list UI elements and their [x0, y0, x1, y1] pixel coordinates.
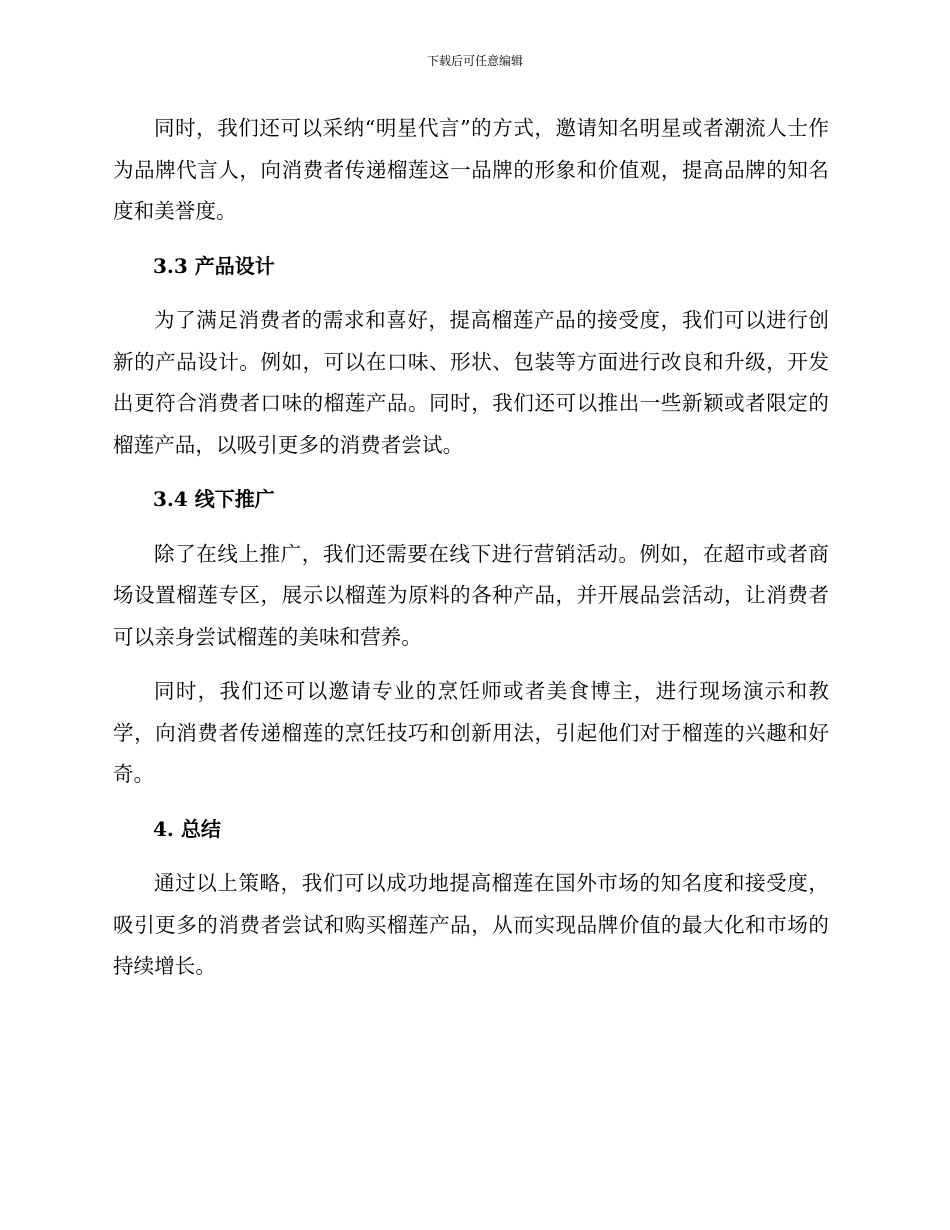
paragraph-celebrity-endorsement: 同时，我们还可以采纳“明星代言”的方式，邀请知名明星或者潮流人士作为品牌代言人，向消费者传递榴莲这一品牌的形象和价值观，提高品牌的知名度和美誉度。	[113, 116, 829, 223]
paragraph-summary: 通过以上策略，我们可以成功地提高榴莲在国外市场的知名度和接受度，吸引更多的消费者尝试和购买榴莲产品，从而实现品牌价值的最大化和市场的持续增长。	[113, 871, 829, 978]
section-heading-offline-promotion: 3.4 线下推广	[153, 487, 275, 511]
document-body	[113, 108, 829, 988]
page-header: 下载后可任意编辑	[426, 54, 523, 68]
paragraph-chef-demonstration: 同时，我们还可以邀请专业的烹饪师或者美食博主，进行现场演示和教学，向消费者传递榴莲的烹饪技巧和创新用法，引起他们对于榴莲的兴趣和好奇。	[113, 679, 829, 786]
section-heading-product-design: 3.3 产品设计	[153, 253, 275, 278]
paragraph-offline-promotion: 除了在线上推广，我们还需要在线下进行营销活动。例如，在超市或者商场设置榴莲专区，展示以榴莲为原料的各种产品，并开展品尝活动，让消费者可以亲身尝试榴莲的美味和营养。	[113, 541, 829, 649]
paragraph-product-design: 为了满足消费者的需求和喜好，提高榴莲产品的接受度，我们可以进行创新的产品设计。例如，可以在口味、形状、包装等方面进行改良和升级，开发出更符合消费者口味的榴莲产品。同时，我们还可以推出一些新颖或者限定的榴莲产品，以吸引更多的消费者尝试。	[113, 308, 829, 457]
section-heading-summary: 4. 总结	[153, 816, 221, 841]
